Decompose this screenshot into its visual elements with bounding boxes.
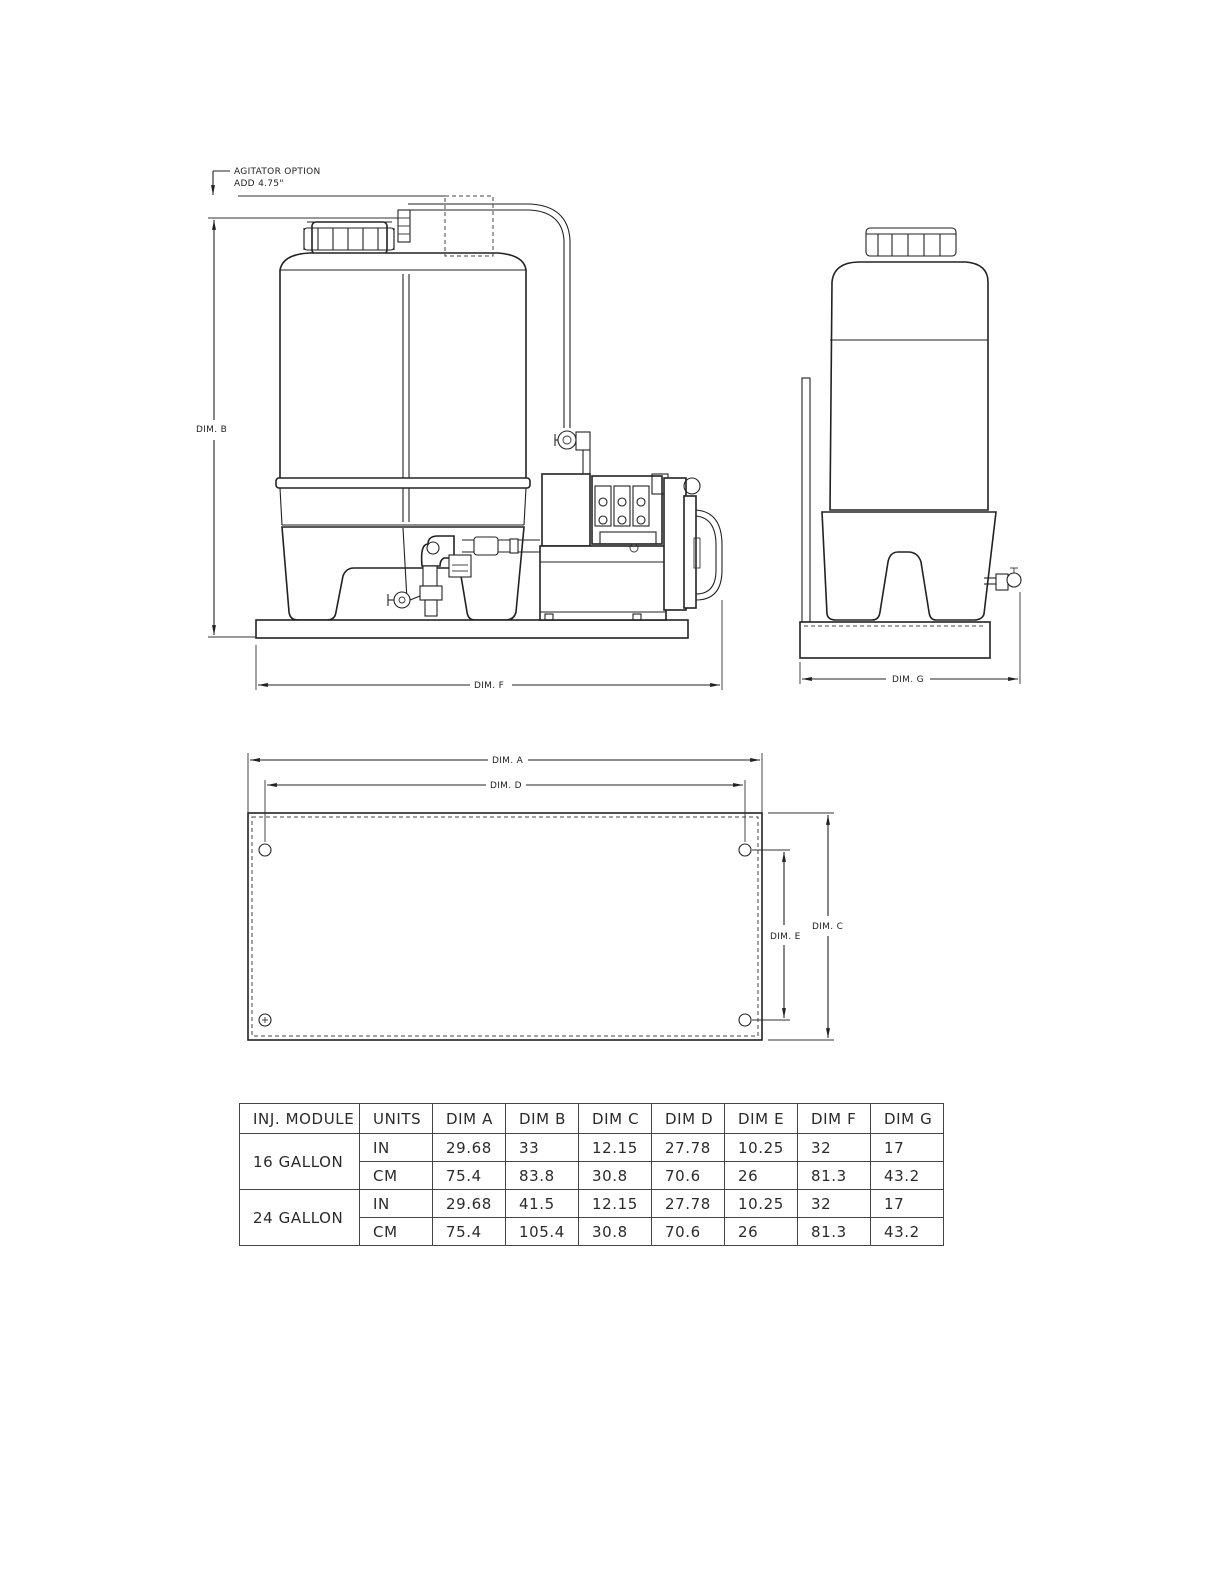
header-units: UNITS	[360, 1104, 433, 1134]
module-cell: 24 GALLON	[240, 1190, 360, 1246]
value-cell: 17	[871, 1190, 944, 1218]
unit-cell: CM	[360, 1162, 433, 1190]
value-cell: 70.6	[652, 1218, 725, 1246]
value-cell: 32	[798, 1134, 871, 1162]
value-cell: 43.2	[871, 1162, 944, 1190]
value-cell: 83.8	[506, 1162, 579, 1190]
value-cell: 12.15	[579, 1134, 652, 1162]
value-cell: 32	[798, 1190, 871, 1218]
header-dim-d: DIM D	[652, 1104, 725, 1134]
value-cell: 75.4	[433, 1218, 506, 1246]
value-cell: 29.68	[433, 1134, 506, 1162]
header-dim-f: DIM F	[798, 1104, 871, 1134]
header-dim-b: DIM B	[506, 1104, 579, 1134]
unit-cell: IN	[360, 1134, 433, 1162]
dim-b-label: DIM. B	[196, 425, 228, 435]
value-cell: 29.68	[433, 1190, 506, 1218]
dim-d-label: DIM. D	[490, 781, 522, 791]
value-cell: 30.8	[579, 1162, 652, 1190]
value-cell: 75.4	[433, 1162, 506, 1190]
value-cell: 43.2	[871, 1218, 944, 1246]
header-dim-e: DIM E	[725, 1104, 798, 1134]
table-row	[240, 1134, 944, 1162]
value-cell: 10.25	[725, 1190, 798, 1218]
dim-f-label: DIM. F	[474, 681, 505, 691]
value-cell: 70.6	[652, 1162, 725, 1190]
agitator-note-line2: ADD 4.75"	[234, 179, 284, 189]
header-inj-module: INJ. MODULE	[240, 1104, 360, 1134]
value-cell: 30.8	[579, 1218, 652, 1246]
value-cell: 12.15	[579, 1190, 652, 1218]
module-cell: 16 GALLON	[240, 1134, 360, 1190]
value-cell: 41.5	[506, 1190, 579, 1218]
header-dim-g: DIM G	[871, 1104, 944, 1134]
value-cell: 26	[725, 1218, 798, 1246]
end-view	[800, 228, 1021, 685]
value-cell: 81.3	[798, 1162, 871, 1190]
value-cell: 33	[506, 1134, 579, 1162]
dim-e-label: DIM. E	[770, 932, 801, 942]
dim-a-label: DIM. A	[492, 756, 524, 766]
value-cell: 81.3	[798, 1218, 871, 1246]
value-cell: 26	[725, 1162, 798, 1190]
unit-cell: CM	[360, 1218, 433, 1246]
agitator-note-line1: AGITATOR OPTION	[234, 167, 321, 177]
value-cell: 17	[871, 1134, 944, 1162]
side-view	[196, 167, 722, 691]
table-header-row	[240, 1104, 944, 1134]
dimensions-table	[239, 1103, 944, 1246]
value-cell: 105.4	[506, 1218, 579, 1246]
value-cell: 27.78	[652, 1134, 725, 1162]
header-dim-c: DIM C	[579, 1104, 652, 1134]
header-dim-a: DIM A	[433, 1104, 506, 1134]
plan-view	[248, 753, 843, 1040]
unit-cell: IN	[360, 1190, 433, 1218]
value-cell: 10.25	[725, 1134, 798, 1162]
dim-c-label: DIM. C	[812, 922, 844, 932]
dim-g-label: DIM. G	[892, 675, 924, 685]
table-row	[240, 1190, 944, 1218]
value-cell: 27.78	[652, 1190, 725, 1218]
